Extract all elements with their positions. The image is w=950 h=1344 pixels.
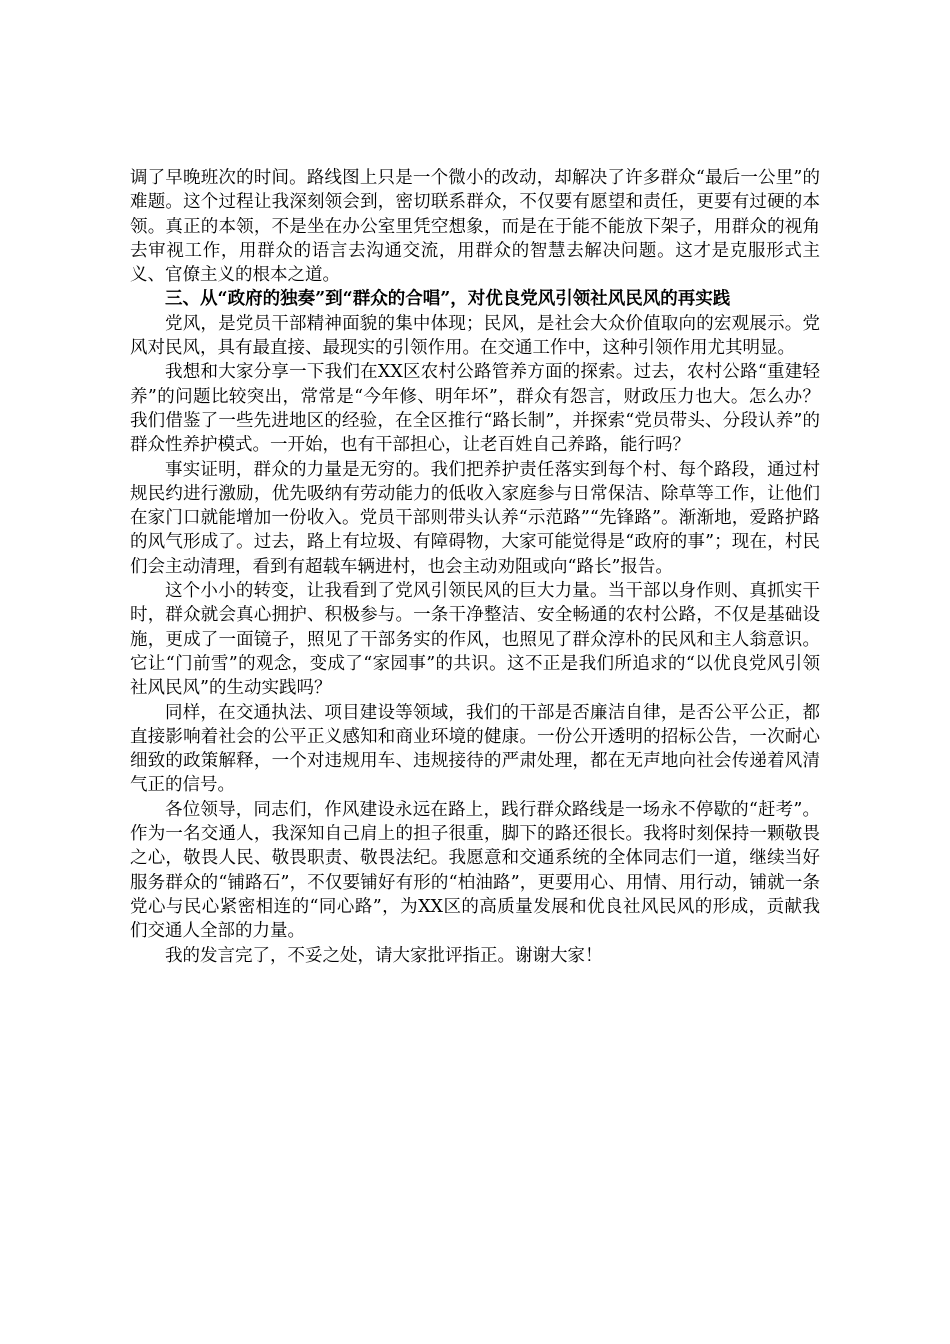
- paragraph-facts-prove: 事实证明，群众的力量是无穷的。我们把养护责任落实到每个村、每个路段，通过村规民约进行激励，优先吸纳有劳动能力的低收入家庭参与日常保洁、除草等工作，让他们在家门口就能增加一份收入。党员干部则带头认养“示范路”“先锋路”。渐渐地，爱路护路的风气形成了。过去，路上有垃圾、有障碍物，大家可能觉得是“政府的事”；现在，村民们会主动清理，看到有超载车辆进村，也会主动劝阻或向“路长”报告。: [130, 459, 820, 577]
- paragraph-continued: 调了早晚班次的时间。路线图上只是一个微小的改动，却解决了许多群众“最后一公里”的难题。这个过程让我深刻领会到，密切联系群众，不仅要有愿望和责任，更要有过硬的本领。真正的本领，不是坐在办公室里凭空想象，而是在于能不能放下架子，用群众的视角去审视工作，用群众的语言去沟通交流，用群众的智慧去解决问题。这才是克服形式主义、官僚主义的根本之道。: [130, 168, 820, 286]
- paragraph-party-style: 党风，是党员干部精神面貌的集中体现；民风，是社会大众价值取向的宏观展示。党风对民风，具有最直接、最现实的引领作用。在交通工作中，这种引领作用尤其明显。: [130, 313, 820, 359]
- paragraph-rural-roads: 我想和大家分享一下我们在XX区农村公路管养方面的探索。过去，农村公路“重建轻养”的问题比较突出，常常是“今年修、明年坏”，群众有怨言，财政压力也大。怎么办？我们借鉴了一些先进地区的经验，在全区推行“路长制”，并探索“党员带头、分段认养”的群众性养护模式。一开始，也有干部担心，让老百姓自己养路，能行吗？: [130, 362, 820, 456]
- section-heading-3: 三、从“政府的独奏”到“群众的合唱”，对优良党风引领社风民风的再实践: [165, 289, 731, 310]
- paragraph-closing: 我的发言完了，不妥之处，请大家批评指正。谢谢大家！: [165, 945, 603, 966]
- paragraph-leaders: 各位领导，同志们，作风建设永远在路上，践行群众路线是一场永不停歇的“赶考”。作为一名交通人，我深知自己肩上的担子很重，脚下的路还很长。我将时刻保持一颗敬畏之心，敬畏人民、敬畏职责、敬畏法纪。我愿意和交通系统的全体同志们一道，继续当好服务群众的“铺路石”，不仅要铺好有形的“柏油路”，更要用心、用情、用行动，铺就一条党心与民心紧密相连的“同心路”，为XX区的高质量发展和优良社风民风的形成，贡献我们交通人全部的力量。: [130, 799, 820, 942]
- paragraph-small-change: 这个小小的转变，让我看到了党风引领民风的巨大力量。当干部以身作则、真抓实干时，群众就会真心拥护、积极参与。一条干净整洁、安全畅通的农村公路，不仅是基础设施，更成了一面镜子，照见了干部务实的作风，也照见了群众淳朴的民风和主人翁意识。它让“门前雪”的观念，变成了“家园事”的共识。这不正是我们所追求的“以优良党风引领社风民风”的生动实践吗？: [130, 581, 820, 699]
- paragraph-likewise: 同样，在交通执法、项目建设等领域，我们的干部是否廉洁自律，是否公平公正，都直接影响着社会的公平正义感知和商业环境的健康。一份公开透明的招标公告，一次耐心细致的政策解释，一个对违规用车、违规接待的严肃处理，都在无声地向社会传递着风清气正的信号。: [130, 702, 820, 796]
- document-page: [130, 166, 820, 968]
